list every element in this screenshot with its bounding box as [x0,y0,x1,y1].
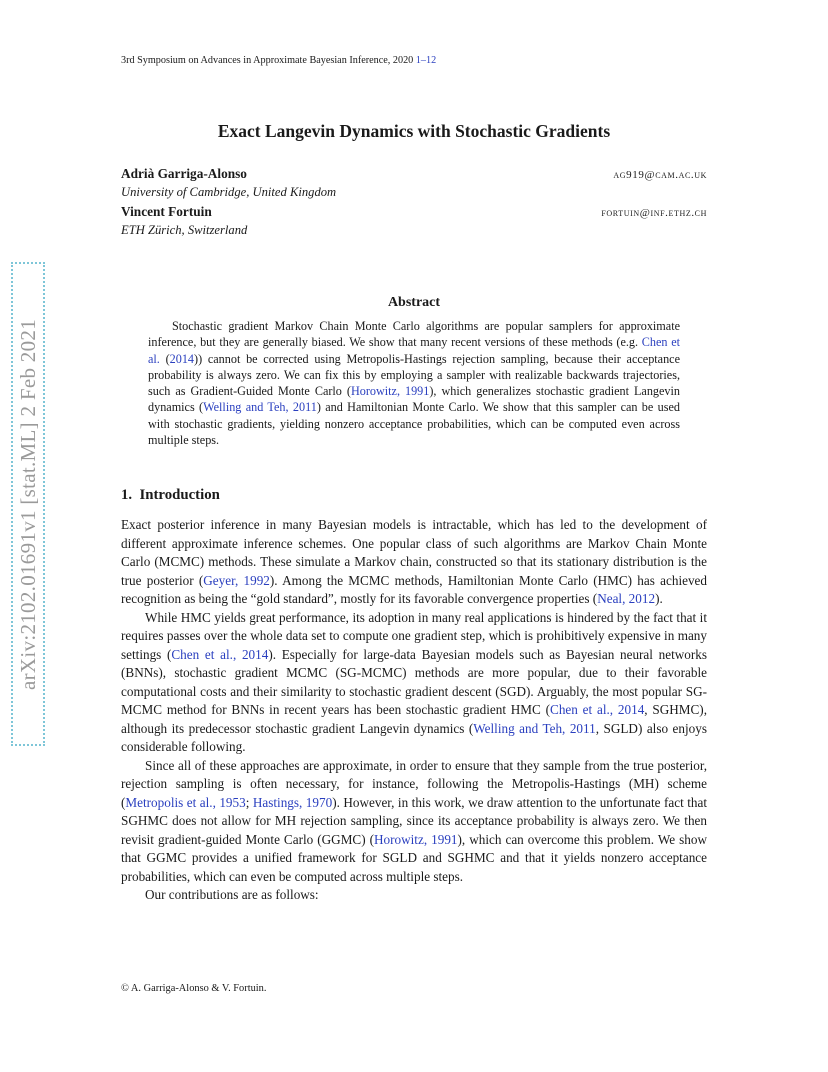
abstract-heading: Abstract [387,295,441,310]
paragraph: Exact posterior inference in many Bayesian models is intractable, which has led to the development of different approximate inference schemes. One popular class of such algorithms are Markov Chain Monte Carlo (MCMC) methods. These simulate a Markov chain, constructed so that its stationary distribution is the true posterior (Geyer, 1992). Among the MCMC methods, Hamiltonian Monte Carlo (HMC) has achieved recognition as being the “gold standard”, mostly for its favorable convergence properties (Neal, 2012). [121,517,707,606]
citation-link[interactable]: Geyer, 1992 [203,572,270,588]
author-row [121,204,707,223]
copyright-footer: © A. Garriga-Alonso & V. Fortuin. [121,983,267,994]
author-affiliation: University of Cambridge, United Kingdom [121,185,337,199]
citation-link[interactable]: Hastings, 1970 [252,794,333,810]
author-row [121,166,707,185]
citation-link[interactable]: Welling and Teh, 2011 [473,720,596,736]
paragraph: While HMC yields great performance, its adoption in many real applications is hindered by the fact that it requires passes over the whole data set to compute one gradient step, which is prohibitively expensive in many settings (Chen et al., 2014). Especially for large-data Bayesian models such as Bayesian neural networks (BNNs), stochastic gradient MCMC (SG-MCMC) methods are more popular, due to their favorable computational costs and their similarity to stochastic gradient descent (SGD). Arguably, the most popular SG-MCMC method for BNNs in recent years has been stochastic gradient HMC (Chen et al., 2014, SGHMC), although its predecessor stochastic gradient Langevin dynamics (Welling and Teh, 2011, SGLD) also enjoys considerable following. [121,609,707,754]
author-affiliation: ETH Zürich, Switzerland [121,223,248,237]
abstract-text: Stochastic gradient Markov Chain Monte Carlo algorithms are popular samplers for approximate inference, but they are generally biased. We show that many recent versions of these methods (e.g. Chen et al. (2014)) cannot be corrected using Metropolis-Hastings rejection sampling, because their acceptance probability is always zero. We can fix this by employing a sampler with realizable backwards trajectories, such as Gradient-Guided Monte Carlo (Horowitz, 1991), which generalizes stochastic gradient Langevin dynamics (Welling and Teh, 2011) and Hamiltonian Monte Carlo. We show that this sampler can be used with stochastic gradients, yielding nonzero acceptance probabilities, which can be computed even across multiple steps. [148,319,680,448]
section-heading: 1. Introduction [121,487,220,503]
citation-link[interactable]: Chen et al., 2014 [550,702,645,717]
citation-link[interactable]: 2014 [169,351,195,366]
author-name: Adrià Garriga-Alonso [121,166,247,181]
author-email: ag919@cam.ac.uk [613,169,707,181]
paragraph: Our contributions are as follows: [145,887,319,902]
paragraph: Since all of these approaches are approximate, in order to ensure that they sample from the true posterior, rejection sampling is often necessary, for instance, following the Metropolis-Hastings (MH) scheme (Metropolis et al., 1953; Hastings, 1970). However, in this work, we draw attention to the unfortunate fact that SGHMC does not allow for MH rejection sampling, since its acceptance probability is always zero. We then revisit gradient-guided Monte Carlo (GGMC) (Horowitz, 1991), which can overcome this problem. We show that GGMC provides a unified framework for SGLD and SGHMC and that it yields nonzero acceptance probabilities, which can even be computed across multiple steps. [121,757,707,884]
citation-link[interactable]: Metropolis et al., 1953 [125,794,246,810]
citation-link[interactable]: Chen et al., 2014 [171,646,269,662]
paper-title: Exact Langevin Dynamics with Stochastic Gradients [217,121,611,141]
author-email: fortuin@inf.ethz.ch [601,207,707,219]
citation-link[interactable]: Neal, 2012 [597,591,656,606]
citation-link[interactable]: Horowitz, 1991 [350,384,430,399]
arxiv-stamp-text: arXiv:2102.01691v1 [stat.ML] 2 Feb 2021 [15,318,40,690]
running-head: 3rd Symposium on Advances in Approximate Bayesian Inference, 2020 1–12 [121,55,437,66]
arxiv-stamp [11,262,45,746]
page-range-link[interactable]: 1–12 [415,55,437,66]
author-block [121,166,707,242]
citation-link[interactable]: Welling and Teh, 2011 [203,400,317,415]
body-text [121,516,707,905]
citation-link[interactable]: Horowitz, 1991 [374,831,458,847]
author-name: Vincent Fortuin [121,204,212,219]
citation-link[interactable]: Chen et al. [148,335,680,366]
